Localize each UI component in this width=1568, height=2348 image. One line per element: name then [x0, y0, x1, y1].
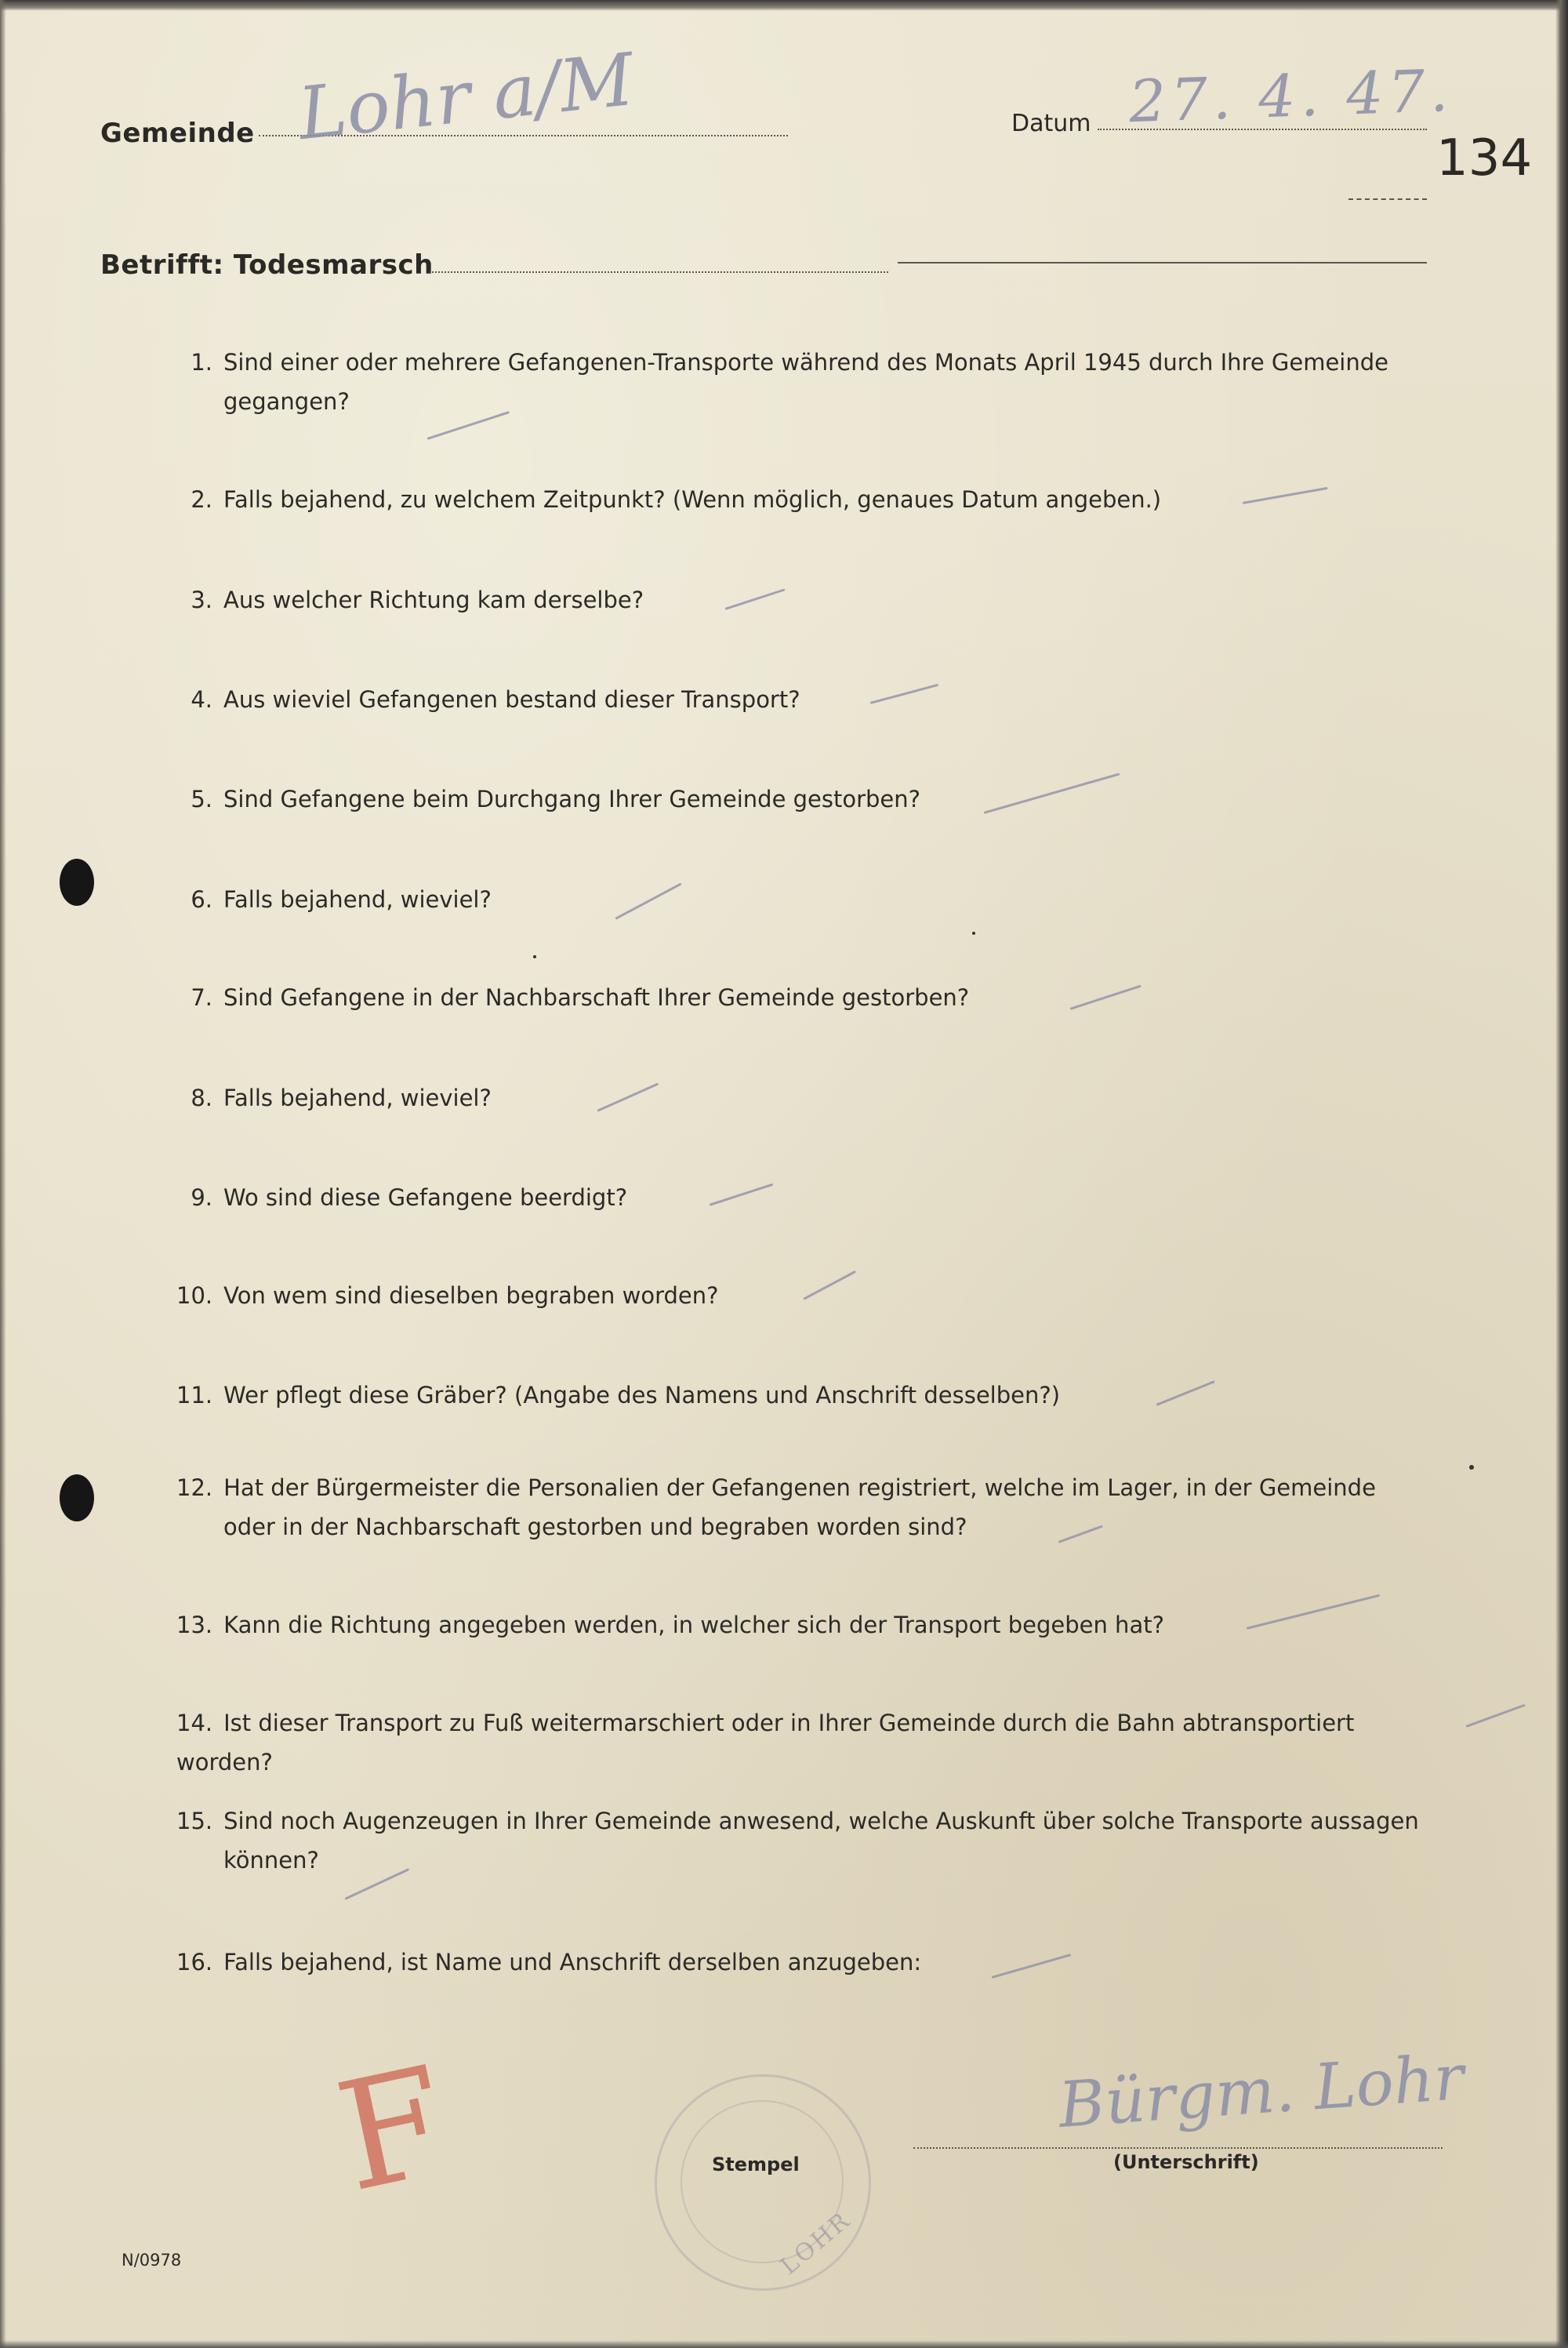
question-number: 8.	[191, 1085, 212, 1111]
question-text: Von wem sind dieselben begraben worden?	[223, 1282, 719, 1309]
question-number: 16.	[176, 1949, 213, 1975]
ink-speck	[972, 932, 975, 935]
betrifft-label: Betrifft: Todesmarsch	[100, 249, 434, 281]
question-text: Aus wieviel Gefangenen bestand dieser Transport?	[223, 686, 800, 713]
question-text: Ist dieser Transport zu Fuß weitermarschiert oder in Ihrer Gemeinde durch die Bahn abtransportiert worden?	[176, 1710, 1355, 1776]
question-text: Sind einer oder mehrere Gefangenen-Transporte während des Monats April 1945 durch Ihre Gemeinde	[223, 349, 1388, 376]
question-number: 6.	[191, 886, 212, 913]
question-text: Wo sind diese Gefangene beerdigt?	[223, 1184, 628, 1211]
question-6	[176, 880, 1446, 919]
question-text: Hat der Bürgermeister die Personalien der Gefangenen registriert, welche im Lager, in der Gemeinde	[223, 1474, 1376, 1501]
question-text: Falls bejahend, wieviel?	[223, 1085, 492, 1111]
ink-speck	[533, 955, 536, 958]
signature-line	[913, 2147, 1443, 2149]
answer-dash-14	[1465, 1704, 1525, 1728]
question-number: 2.	[191, 486, 212, 513]
unterschrift-label: (Unterschrift)	[1113, 2151, 1259, 2173]
question-text: Wer pflegt diese Gräber? (Angabe des Namens und Anschrift desselben?)	[223, 1382, 1061, 1408]
question-15	[176, 1801, 1446, 1880]
question-number: 5.	[191, 786, 212, 812]
official-stamp	[655, 2074, 871, 2291]
question-text: Sind Gefangene beim Durchgang Ihrer Gemeinde gestorben?	[223, 786, 921, 812]
gemeinde-handwritten-value: Lohr a/M	[294, 37, 638, 157]
question-8	[176, 1078, 1446, 1118]
question-text: Sind Gefangene in der Nachbarschaft Ihrer Gemeinde gestorben?	[223, 984, 970, 1011]
question-text: Sind noch Augenzeugen in Ihrer Gemeinde anwesend, welche Auskunft über solche Transporte aussagen	[223, 1808, 1419, 1834]
question-number: 12.	[176, 1474, 213, 1501]
question-number: 9.	[191, 1184, 212, 1211]
question-14	[176, 1703, 1446, 1782]
question-number: 1.	[191, 349, 212, 376]
scan-edge-top	[0, 0, 1568, 11]
stempel-label: Stempel	[712, 2154, 800, 2175]
betrifft-dotline	[430, 271, 888, 273]
scan-edge-right	[1555, 0, 1568, 2348]
question-5	[176, 780, 1446, 819]
betrifft-solidline	[898, 262, 1427, 264]
question-text-continued: können?	[223, 1847, 319, 1874]
question-number: 3.	[191, 587, 212, 613]
question-number: 15.	[176, 1808, 213, 1834]
handwritten-red-mark: F	[324, 2034, 462, 2226]
question-text: Falls bejahend, wieviel?	[223, 886, 492, 913]
gemeinde-label: Gemeinde	[100, 118, 255, 149]
stamp-text: LOHR	[775, 2206, 857, 2281]
question-11	[176, 1376, 1446, 1415]
question-text: Aus welcher Richtung kam derselbe?	[223, 587, 644, 613]
handwritten-signature: Bürgm. Lohr	[1056, 2041, 1467, 2142]
question-number: 10.	[176, 1282, 213, 1309]
archive-number: N/0978	[122, 2251, 182, 2270]
page-number: 134	[1436, 129, 1533, 187]
question-number: 4.	[191, 686, 212, 713]
question-number: 14.	[176, 1710, 213, 1736]
question-number: 11.	[176, 1382, 213, 1408]
datum-label: Datum	[1011, 110, 1091, 137]
question-text: Kann die Richtung angegeben werden, in welcher sich der Transport begeben hat?	[223, 1612, 1164, 1638]
question-text: Falls bejahend, ist Name und Anschrift derselben anzugeben:	[223, 1949, 922, 1975]
question-16	[176, 1943, 1446, 1982]
question-12	[176, 1468, 1446, 1547]
scan-edge-bottom	[0, 2340, 1568, 2348]
question-3	[176, 580, 1446, 620]
page-number-mark	[1348, 198, 1427, 200]
question-number: 13.	[176, 1612, 213, 1638]
punch-hole-lower	[60, 1474, 94, 1521]
question-text-continued: oder in der Nachbarschaft gestorben und begraben worden sind?	[223, 1514, 967, 1540]
scan-edge-left	[0, 0, 6, 2348]
question-text: Falls bejahend, zu welchem Zeitpunkt? (Wenn möglich, genaues Datum angeben.)	[223, 486, 1162, 513]
ink-speck	[1469, 1465, 1474, 1470]
question-9	[176, 1178, 1446, 1217]
question-1	[176, 343, 1446, 421]
question-7	[176, 978, 1446, 1017]
punch-hole-upper	[60, 859, 94, 906]
question-number: 7.	[191, 984, 212, 1011]
datum-handwritten-value: 27. 4. 47.	[1127, 56, 1454, 136]
question-text-continued: gegangen?	[223, 388, 350, 415]
question-4	[176, 680, 1446, 719]
